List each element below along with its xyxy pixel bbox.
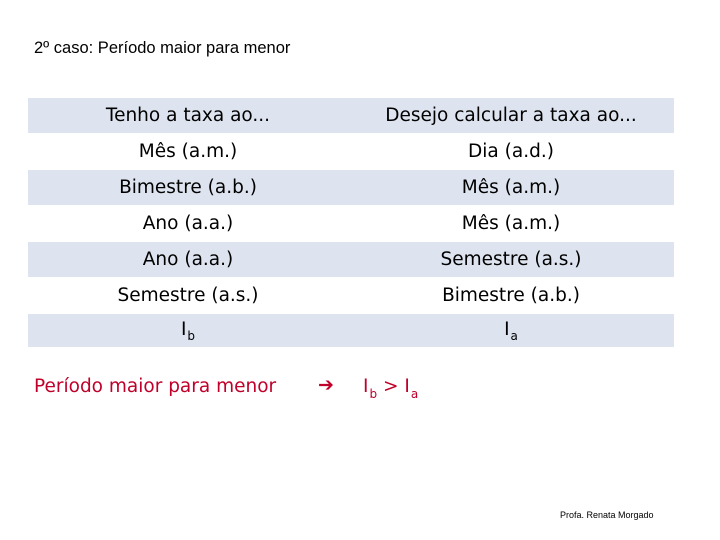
- table-row: [28, 170, 674, 206]
- cell-current: Bimestre (a.b.): [119, 177, 257, 198]
- cell-current: Ano (a.a.): [142, 213, 234, 234]
- cell-target: Mês (a.m.): [461, 177, 561, 198]
- symbol-subscript: a: [510, 328, 518, 343]
- symbol-subscript: b: [187, 328, 196, 343]
- relation-operator: >: [377, 376, 405, 397]
- table-row: [28, 134, 674, 170]
- rate-relation: [363, 376, 418, 401]
- relation-left-subscript: b: [369, 387, 378, 401]
- cell-current: Ano (a.a.): [142, 249, 234, 270]
- symbol-base: I: [180, 318, 187, 340]
- cell-target: Semestre (a.s.): [440, 249, 582, 270]
- table-row: [28, 242, 674, 278]
- symbol-current: [28, 319, 348, 343]
- relation-right: I: [404, 376, 410, 397]
- header-current-rate: Tenho a taxa ao...: [105, 105, 271, 126]
- cell-current: Semestre (a.s.): [117, 285, 259, 306]
- table-symbol-row: [28, 314, 674, 348]
- symbol-target: [348, 319, 674, 343]
- cell-target: Bimestre (a.b.): [442, 285, 580, 306]
- symbol-base: I: [504, 318, 510, 340]
- arrow-right-icon: ➔: [318, 374, 334, 396]
- author-credit: Profa. Renata Morgado: [560, 510, 654, 520]
- table-header-row: [28, 98, 674, 134]
- cell-target: Mês (a.m.): [461, 213, 561, 234]
- cell-target: Dia (a.d.): [468, 141, 554, 162]
- header-target-rate: Desejo calcular a taxa ao...: [385, 105, 637, 126]
- relation-right-subscript: a: [410, 387, 419, 401]
- relation-left: I: [363, 376, 369, 397]
- table-row: [28, 278, 674, 314]
- table-row: [28, 206, 674, 242]
- page-title: 2º caso: Período maior para menor: [34, 39, 291, 57]
- conversion-table: [28, 98, 674, 348]
- conclusion-text: Período maior para menor: [34, 376, 277, 397]
- cell-current: Mês (a.m.): [138, 141, 238, 162]
